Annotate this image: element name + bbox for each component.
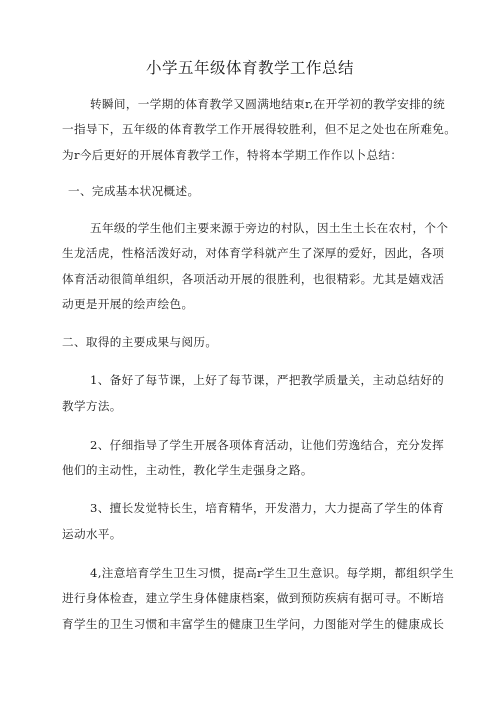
item-4-line-1: 4,注意培育学生卫生习惯，提高r学生卫生意识。每学期，都组织学生 (90, 566, 455, 580)
paragraph-overview-line-4: 动更是开展的绘声绘色。 (62, 297, 194, 311)
paragraph-overview-line-2: 生龙活虎，性格活泼好动，对体育学科就产生了深厚的爱好，因此，各项 (62, 246, 445, 260)
item-4-line-2: 进行身体检查，建立学生身体健康档案，做到预防疾病有据可寻。不断培 (62, 591, 445, 605)
item-3-line-2: 运动水平。 (62, 527, 122, 541)
item-1-line-2: 教学方法。 (62, 399, 122, 413)
item-4-line-3: 育学生的卫生习惯和丰富学生的健康卫生学问，力图能对学生的健康成长 (62, 617, 445, 631)
paragraph-overview-line-1: 五年级的学生他们主要来源于旁边的村队，因土生土长在农村，个个 (90, 221, 449, 235)
paragraph-overview-line-3: 体育活动很简单组织，各项活动开展的很胜利，也很精彩。尤其是嬉戏活 (62, 272, 445, 286)
paragraph-intro-line-3: 为r今后更好的开展体育教学工作，特将本学期工作作以卜总结： (62, 148, 403, 162)
item-2-line-2: 他们的主动性，主动性，教化学生走强身之路。 (62, 463, 313, 477)
item-1-line-1: 1、备好了每节课，上好了每节课，严把教学质量关，主动总结好的 (90, 373, 445, 387)
item-2-line-1: 2、仔细指导了学生开展各项体育活动，让他们劳逸结合，充分发挥 (90, 438, 445, 452)
document-title: 小学五年级体育教学工作总结 (145, 59, 354, 77)
item-3-line-1: 3、擅长发觉特长生，培育精华，开发潜力，大力提高了学生的体育 (90, 501, 445, 515)
section-heading-2: 二、取得的主要成果与阅历。 (62, 335, 218, 349)
section-heading-1: 一、完成基本状况概述。 (68, 184, 200, 198)
paragraph-intro-line-2: 一指导下，五年级的体育教学工作开展得较胜利，但不足之处也在所难免。 (62, 122, 457, 136)
paragraph-intro-line-1: 转瞬间，一学期的体育教学又圆满地结束r,在开学初的教学安排的统 (90, 97, 446, 111)
